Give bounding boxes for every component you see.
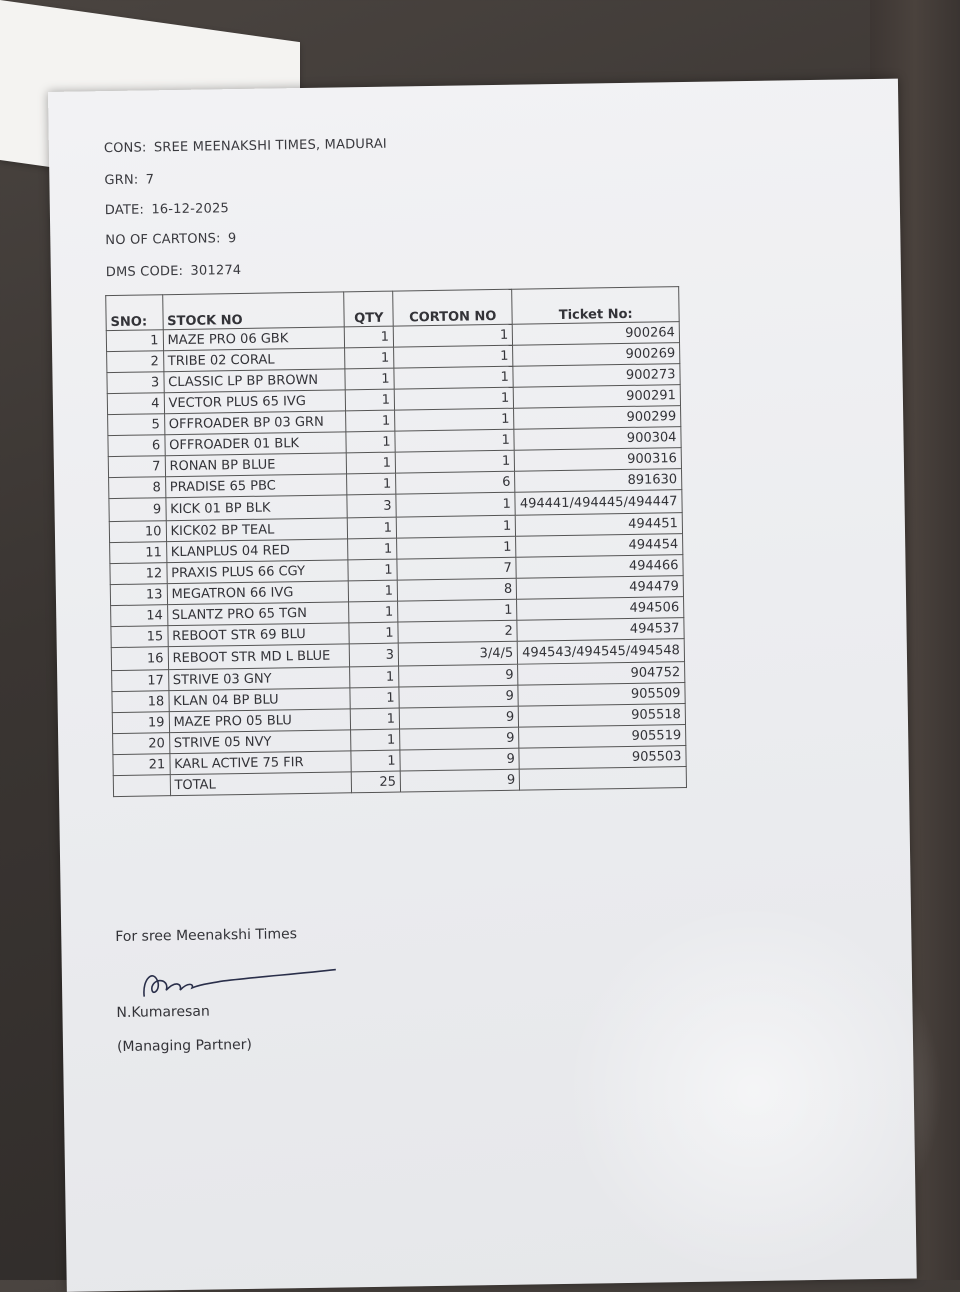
cell-sno: 1 xyxy=(106,330,163,352)
cell-sno: 9 xyxy=(109,498,166,522)
cell-carton-no: 9 xyxy=(400,727,520,750)
cell-stock-no: CLASSIC LP BP BROWN xyxy=(164,369,346,393)
cell-carton-no: 9 xyxy=(400,748,520,771)
cell-stock-no: MAZE PRO 05 BLU xyxy=(169,709,351,733)
cell-carton-no: 1 xyxy=(397,536,517,559)
cell-qty: 1 xyxy=(346,389,395,411)
signatory-name: N.Kumaresan xyxy=(116,1003,210,1022)
cell-qty: 1 xyxy=(350,687,399,709)
cell-sno: 3 xyxy=(107,372,164,394)
cartons-line xyxy=(102,231,236,248)
cell-qty: 1 xyxy=(351,729,400,751)
cell-sno: 8 xyxy=(109,477,166,499)
cell-qty: 1 xyxy=(348,559,397,581)
cell-ticket-no: 891630 xyxy=(515,469,682,493)
cell-qty: 1 xyxy=(347,473,396,495)
cell-qty: 1 xyxy=(347,452,396,474)
cell-carton-no: 7 xyxy=(397,557,517,580)
cell-stock-no: OFFROADER 01 BLK xyxy=(165,432,347,456)
cell-carton-no: 2 xyxy=(398,620,518,643)
cell-sno: 19 xyxy=(112,712,169,734)
signatory-designation: (Managing Partner) xyxy=(116,1036,253,1056)
col-ticket-no: Ticket No: xyxy=(512,287,679,325)
dms-value: 301274 xyxy=(190,262,242,279)
for-line: For sree Meenakshi Times xyxy=(115,926,298,946)
cell-carton-no: 1 xyxy=(395,408,515,431)
cell-qty: 3 xyxy=(350,643,399,667)
cell-qty: 1 xyxy=(345,368,394,390)
cell-sno: 18 xyxy=(112,691,169,713)
grn-label: GRN: xyxy=(104,172,139,189)
cell-ticket-no: 494543/494545/494548 xyxy=(518,639,685,665)
cell-ticket-no: 900304 xyxy=(514,427,681,451)
cell-qty: 1 xyxy=(350,666,399,688)
cell-sno: 21 xyxy=(113,754,170,776)
cell-stock-no: KICK 01 BP BLK xyxy=(165,495,347,521)
cell-stock-no: PRADISE 65 PBC xyxy=(165,474,347,498)
cell-qty: 1 xyxy=(348,538,397,560)
cartons-label: NO OF CARTONS: xyxy=(105,231,221,249)
cell-carton-no: 9 xyxy=(399,685,519,708)
cell-stock-no: VECTOR PLUS 65 IVG xyxy=(164,390,346,414)
cell-stock-no: KLANPLUS 04 RED xyxy=(166,539,348,563)
cell-sno: 4 xyxy=(107,393,164,415)
cell-qty: 1 xyxy=(348,517,397,539)
stock-table xyxy=(105,286,687,797)
total-qty: 25 xyxy=(352,771,401,793)
cell-sno: 20 xyxy=(113,733,170,755)
cell-carton-no: 1 xyxy=(394,387,514,410)
cell-stock-no: REBOOT STR MD L BLUE xyxy=(168,644,350,670)
cell-sno: 17 xyxy=(112,670,169,692)
cell-ticket-no: 900291 xyxy=(514,385,681,409)
total-label: TOTAL xyxy=(170,772,352,796)
total-carton: 9 xyxy=(400,769,520,792)
cell-sno: 14 xyxy=(111,605,168,627)
cell-qty: 3 xyxy=(347,494,396,518)
cell-carton-no: 6 xyxy=(396,471,516,494)
cell-sno: 5 xyxy=(108,414,165,436)
cell-stock-no: REBOOT STR 69 BLU xyxy=(168,623,350,647)
cell-ticket-no: 900269 xyxy=(513,343,680,367)
cell-qty: 1 xyxy=(346,431,395,453)
cell-blank xyxy=(520,767,687,791)
cell-ticket-no: 494506 xyxy=(517,597,684,621)
cell-stock-no: MEGATRON 66 IVG xyxy=(167,581,349,605)
cell-carton-no: 1 xyxy=(398,599,518,622)
dms-line xyxy=(103,263,242,280)
grn-line xyxy=(101,172,154,188)
cell-ticket-no: 904752 xyxy=(518,662,685,686)
cell-ticket-no: 494441/494445/494447 xyxy=(515,490,682,516)
cell-ticket-no: 900264 xyxy=(513,322,680,346)
cell-qty: 1 xyxy=(349,601,398,623)
cell-carton-no: 1 xyxy=(396,515,516,538)
goods-receipt-document xyxy=(48,79,917,1292)
cell-blank xyxy=(113,775,170,797)
cons-label: CONS: xyxy=(103,140,147,157)
cartons-value: 9 xyxy=(227,231,237,247)
cell-qty: 1 xyxy=(345,326,394,348)
cell-ticket-no: 494537 xyxy=(517,618,684,642)
col-sno: SNO: xyxy=(106,295,163,331)
cell-qty: 1 xyxy=(346,410,395,432)
cell-ticket-no: 905519 xyxy=(519,725,686,749)
cell-qty: 1 xyxy=(351,708,400,730)
col-stock-no: STOCK NO xyxy=(162,292,344,330)
cell-stock-no: STRIVE 03 GNY xyxy=(168,667,350,691)
cell-qty: 1 xyxy=(349,622,398,644)
cell-ticket-no: 900273 xyxy=(513,364,680,388)
date-line xyxy=(102,201,229,218)
cell-ticket-no: 494454 xyxy=(516,534,683,558)
table-body xyxy=(106,322,686,797)
cell-qty: 1 xyxy=(349,580,398,602)
cell-carton-no: 9 xyxy=(399,664,519,687)
cons-value: SREE MEENAKSHI TIMES, MADURAI xyxy=(153,136,388,156)
cell-ticket-no: 905518 xyxy=(519,704,686,728)
cell-carton-no: 3/4/5 xyxy=(398,641,518,666)
cell-qty: 1 xyxy=(345,347,394,369)
date-label: DATE: xyxy=(104,202,145,219)
signature-scribble xyxy=(136,955,347,1008)
grn-value: 7 xyxy=(145,172,155,188)
cell-carton-no: 1 xyxy=(395,429,515,452)
cell-sno: 13 xyxy=(110,584,167,606)
cell-carton-no: 1 xyxy=(396,492,516,517)
cell-ticket-no: 494479 xyxy=(517,576,684,600)
cell-qty: 1 xyxy=(351,750,400,772)
cell-sno: 6 xyxy=(108,435,165,457)
cell-sno: 16 xyxy=(111,647,168,671)
cell-stock-no: KLAN 04 BP BLU xyxy=(169,688,351,712)
cell-sno: 7 xyxy=(108,456,165,478)
cell-sno: 2 xyxy=(107,351,164,373)
cell-stock-no: KICK02 BP TEAL xyxy=(166,518,348,542)
cell-carton-no: 1 xyxy=(394,345,514,368)
cell-stock-no: TRIBE 02 CORAL xyxy=(163,348,345,372)
cell-ticket-no: 494466 xyxy=(516,555,683,579)
cell-stock-no: KARL ACTIVE 75 FIR xyxy=(170,751,352,775)
cell-sno: 12 xyxy=(110,563,167,585)
cell-ticket-no: 494451 xyxy=(516,513,683,537)
dms-label: DMS CODE: xyxy=(105,263,184,281)
cell-stock-no: SLANTZ PRO 65 TGN xyxy=(167,602,349,626)
date-value: 16-12-2025 xyxy=(151,201,230,218)
cell-stock-no: RONAN BP BLUE xyxy=(165,453,347,477)
cons-line xyxy=(101,137,387,156)
cell-ticket-no: 905503 xyxy=(519,746,686,770)
cell-carton-no: 1 xyxy=(394,366,514,389)
cell-carton-no: 1 xyxy=(395,450,515,473)
cell-carton-no: 9 xyxy=(399,706,519,729)
cell-sno: 15 xyxy=(111,626,168,648)
cell-sno: 11 xyxy=(110,542,167,564)
cell-carton-no: 1 xyxy=(393,324,513,347)
cell-stock-no: OFFROADER BP 03 GRN xyxy=(164,411,346,435)
col-qty: QTY xyxy=(344,291,393,327)
col-carton-no: CORTON NO xyxy=(393,289,513,326)
cell-stock-no: MAZE PRO 06 GBK xyxy=(163,327,345,351)
cell-ticket-no: 900316 xyxy=(515,448,682,472)
cell-sno: 10 xyxy=(109,521,166,543)
cell-stock-no: STRIVE 05 NVY xyxy=(169,730,351,754)
cell-carton-no: 8 xyxy=(397,578,517,601)
cell-ticket-no: 900299 xyxy=(514,406,681,430)
cell-ticket-no: 905509 xyxy=(518,683,685,707)
cell-stock-no: PRAXIS PLUS 66 CGY xyxy=(167,560,349,584)
